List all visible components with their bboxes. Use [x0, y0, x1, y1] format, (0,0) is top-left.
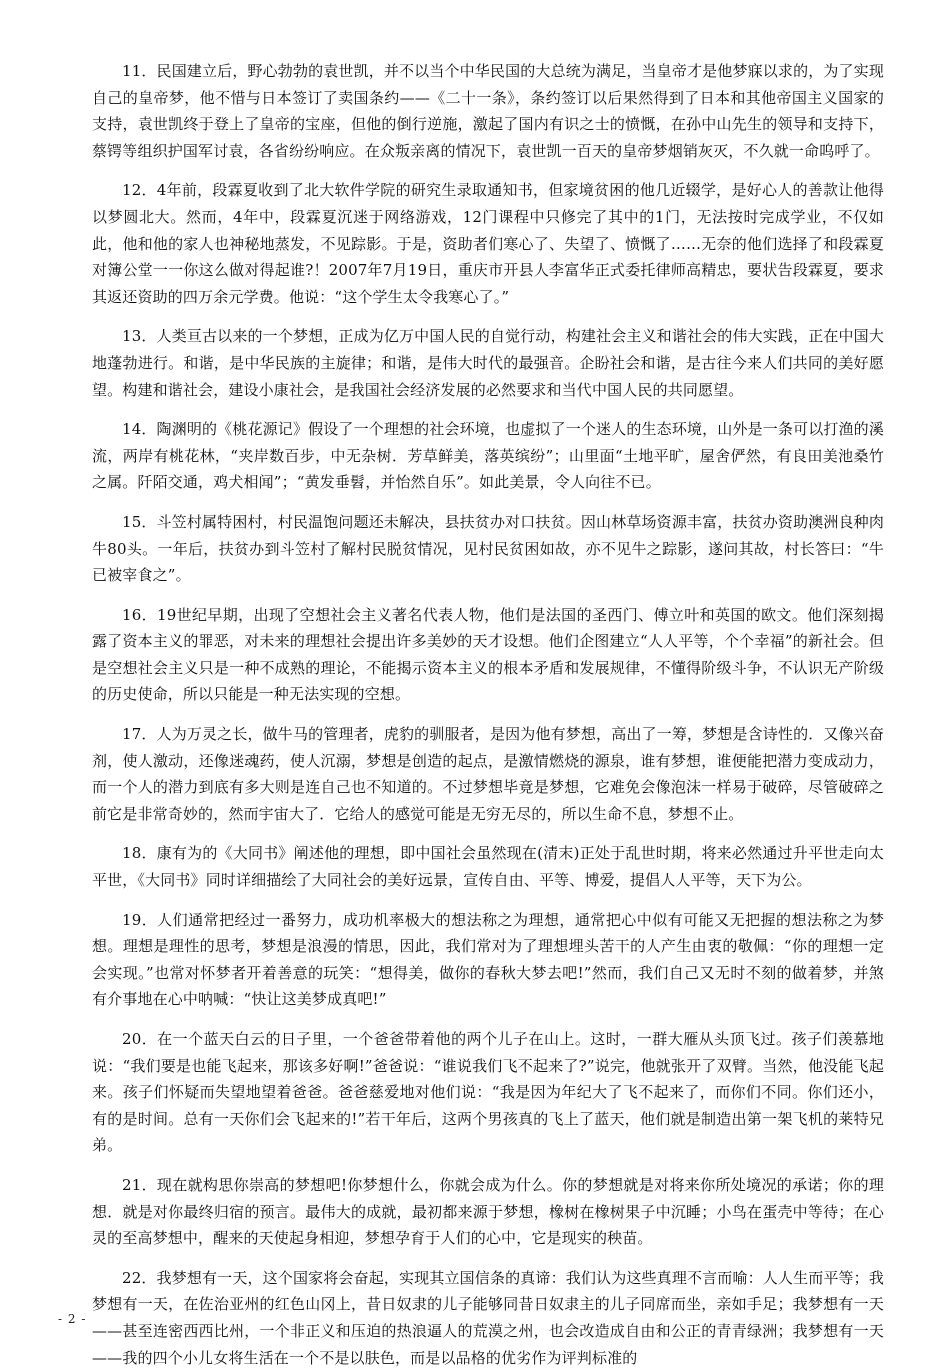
paragraph-16: 16．19世纪早期，出现了空想社会主义著名代表人物，他们是法国的圣西门、傅立叶和英国的欧文。他们深刻揭露了资本主义的罪恶，对未来的理想社会提出许多美妙的天才设想。他们企图建立“人人平等，个个幸福”的新社会。但是空想社会主义只是一种不成熟的理论，不能揭示资本主义的根本矛盾和发展规律，不懂得阶级斗争，不认识无产阶级的历史使命，所以只能是一种无法实现的空想。: [92, 605, 884, 704]
paragraph-11: 11．民国建立后，野心勃勃的袁世凯，并不以当个中华民国的大总统为满足，当皇帝才是他梦寐以求的，为了实现自己的皇帝梦，他不惜与日本签订了卖国条约——《二十一条》，条约签订以后果然得到了日本和其他帝国主义国家的支持，袁世凯终于登上了皇帝的宝座，但他的倒行逆施，激起了国内有识之士的愤慨，在孙中山先生的领导和支持下，蔡锷等组织护国军讨袁，各省纷纷响应。在众叛亲离的情况下，袁世凯一百天的皇帝梦烟销灰灭，不久就一命呜呼了。: [92, 62, 884, 160]
paragraph-12: 12．4年前，段霖夏收到了北大软件学院的研究生录取通知书，但家境贫困的他几近辍学，是好心人的善款让他得以梦圆北大。然而，4年中，段霖夏沉迷于网络游戏，12门课程中只修完了其中的1门，无法按时完成学业，不仅如此，他和他的家人也神秘地蒸发，不见踪影。于是，资助者们寒心了、失望了、愤慨了……无奈的他们选择了和段霖夏对簿公堂一一你这么做对得起谁?！2007年7月19日，重庆市开县人李富华正式委托律师高精忠，要状告段霖夏，要求其返还资助的四万余元学费。他说：“这个学生太令我寒心了。”: [92, 181, 884, 306]
paragraph-21: 21．现在就构思你崇高的梦想吧!你梦想什么，你就会成为什么。你的梦想就是对将来你所处境况的承诺；你的理想．就是对你最终归宿的预言。最伟大的成就，最初都来源于梦想，橡树在橡树果子中沉睡；小鸟在蛋壳中等待；在心灵的至高梦想中，醒来的天使起身相迎，梦想孕育于人们的心中，它是现实的秧苗。: [92, 1175, 884, 1248]
paragraph-13: 13．人类亘古以来的一个梦想，正成为亿万中国人民的自觉行动，构建社会主义和谐社会的伟大实践，正在中国大地蓬勃进行。和谐，是中华民族的主旋律；和谐，是伟大时代的最强音。企盼社会和谐，是古往今来人们共同的美好愿望。构建和谐社会，建设小康社会，是我国社会经济发展的必然要求和当代中国人民的共同愿望。: [92, 327, 884, 399]
paragraph-22: 22．我梦想有一天，这个国家将会奋起，实现其立国信条的真谛：我们认为这些真理不言而喻：人人生而平等；我梦想有一天，在佐治亚州的红色山冈上，昔日奴隶的儿子能够同昔日奴隶主的儿子同席而坐，亲如手足；我梦想有一天——甚至连密西西比州，一个非正义和压迫的热浪逼人的荒漠之州，也会改造成自由和公正的青青绿洲；我梦想有一天——我的四个小儿女将生活在一个不是以肤色，而是以品格的优劣作为评判标准的: [92, 1268, 884, 1367]
paragraph-14: 14．陶渊明的《桃花源记》假设了一个理想的社会环境，也虚拟了一个迷人的生态环境，山外是一条可以打渔的溪流，两岸有桃花林，“夹岸数百步，中无杂树．芳草鲜美，落英缤纷”；山里面“土地平旷，屋舍俨然，有良田美池桑竹之属。阡陌交通，鸡犬相闻”；“黄发垂髫，并怡然自乐”。如此美景，令人向往不已。: [92, 420, 884, 492]
document-page: [92, 58, 884, 1367]
paragraph-19: 19．人们通常把经过一番努力，成功机率极大的想法称之为理想，通常把心中似有可能又无把握的想法称之为梦想。理想是理性的思考，梦想是浪漫的情思，因此，我们常对为了理想埋头苦干的人产生由衷的敬佩：“你的理想一定会实现。”也常对怀梦者开着善意的玩笑：“想得美，做你的春秋大梦去吧!”然而，我们自己又无时不刻的做着梦，并煞有介事地在心中呐喊：“快让这美梦成真吧!”: [92, 910, 884, 1009]
paragraph-18: 18．康有为的《大同书》阐述他的理想，即中国社会虽然现在(清末)正处于乱世时期，将来必然通过升平世走向太平世，《大同书》同时详细描绘了大同社会的美好远景，宣传自由、平等、博爱，提倡人人平等，天下为公。: [92, 844, 884, 890]
paragraph-17: 17．人为万灵之长，做牛马的管理者，虎豹的驯服者，是因为他有梦想，高出了一筹，梦想是含诗性的．又像兴奋剂，使人激动，还像迷魂药，使人沉溺，梦想是创造的起点，是激情燃烧的源泉，谁有梦想，谁便能把潜力变成动力，而一个人的潜力到底有多大则是连自己也不知道的。不过梦想毕竟是梦想，它难免会像泡沫一样易于破碎，尽管破碎之前它是非常奇妙的，然而宇宙大了．它给人的感觉可能是无穷无尽的，所以生命不息，梦想不止。: [92, 725, 884, 823]
paragraph-15: 15．斗笠村属特困村，村民温饱问题还未解决，县扶贫办对口扶贫。因山林草场资源丰富，扶贫办资助澳洲良种肉牛80头。一年后，扶贫办到斗笠村了解村民脱贫情况，见村民贫困如故，亦不见牛之踪影，遂问其故，村长答曰：“牛已被宰食之”。: [92, 512, 884, 585]
page-number: - 2 -: [58, 1312, 87, 1326]
paragraph-20: 20．在一个蓝天白云的日子里，一个爸爸带着他的两个儿子在山上。这时，一群大雁从头顶飞过。孩子们羡慕地说：“我们要是也能飞起来，那该多好啊!”爸爸说：“谁说我们飞不起来了?”说完，他就张开了双臂。当然，他没能飞起来。孩子们怀疑而失望地望着爸爸。爸爸慈爱地对他们说：“我是因为年纪大了飞不起来了，而你们不同。你们还小，有的是时间。总有一天你们会飞起来的!”若干年后，这两个男孩真的飞上了蓝天，他们就是制造出第一架飞机的莱特兄弟。: [92, 1030, 884, 1155]
